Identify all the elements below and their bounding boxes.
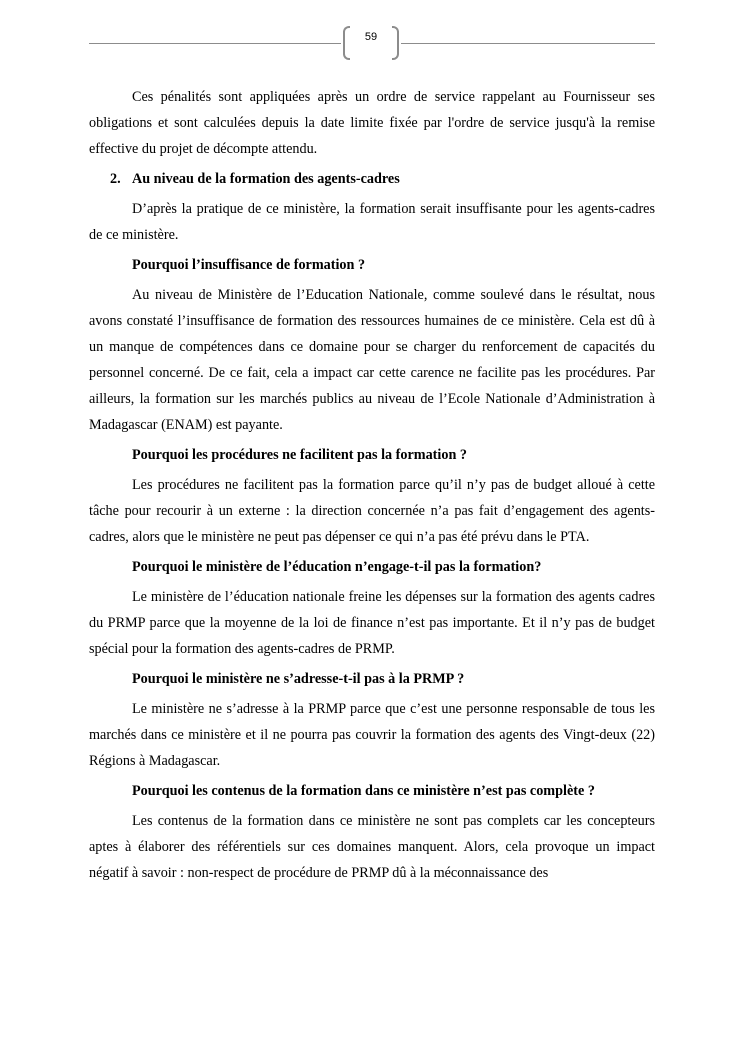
- section-title: Au niveau de la formation des agents-cadres: [132, 171, 400, 187]
- section-heading: [110, 162, 655, 196]
- page-number-bracket-left: [343, 26, 350, 60]
- paragraph-penalties: Ces pénalités sont appliquées après un ordre de service rappelant au Fournisseur ses obligations et sont calculées depuis la date limite fixée par l'ordre de service jusqu'à la remise effective du projet de décompte attendu.: [89, 89, 655, 157]
- page-number: 59: [364, 31, 378, 43]
- paragraph-training-insufficient: D’après la pratique de ce ministère, la formation serait insuffisante pour les agents-cadres de ce ministère.: [89, 201, 655, 243]
- question-heading: Pourquoi les procédures ne facilitent pas la formation ?: [132, 447, 467, 463]
- section-number: 2.: [110, 171, 121, 187]
- question-heading: Pourquoi l’insuffisance de formation ?: [132, 257, 366, 273]
- header-rule-left: [89, 43, 341, 44]
- paragraph-answer: Le ministère ne s’adresse à la PRMP parce que c’est une personne responsable de tous les marchés dans ce ministère et il ne pourra pas couvrir la formation des agents des Vingt-deux (22) Régions à Madagascar.: [89, 701, 655, 769]
- paragraph-answer: Les procédures ne facilitent pas la formation parce qu’il n’y pas de budget alloué à cette tâche pour recourir à un externe : la direction concernée n’a pas fait d’engagement des agents-cadres, alors que le ministère ne peut pas dépenser ce qui n’a pas été prévu dans le PTA.: [89, 477, 655, 545]
- paragraph-answer: Au niveau de Ministère de l’Education Nationale, comme soulevé dans le résultat, nous avons constaté l’insuffisance de formation des ressources humaines de ce ministère. Cela est dû à un manque de compétences dans ce domaine pour se charger du renforcement de capacités du personnel concerné. De ce fait, cela a impact car cette carence ne facilite pas les procédures. Par ailleurs, la formation sur les marchés publics au niveau de l’Ecole Nationale d’Administration à Madagascar (ENAM) est payante.: [89, 287, 655, 433]
- header-rule-right: [401, 43, 655, 44]
- page-header: [89, 24, 655, 64]
- page-number-bracket-right: [392, 26, 399, 60]
- question-heading: Pourquoi le ministère de l’éducation n’engage-t-il pas la formation?: [132, 559, 542, 575]
- paragraph-answer: Le ministère de l’éducation nationale freine les dépenses sur la formation des agents cadres du PRMP parce que la moyenne de la loi de finance n’est pas importante. Et il n’y pas de budget spécial pour la formation des agents-cadres de PRMP.: [89, 589, 655, 657]
- question-heading: Pourquoi le ministère ne s’adresse-t-il pas à la PRMP ?: [132, 671, 465, 687]
- document-body: [89, 84, 655, 886]
- paragraph-answer: Les contenus de la formation dans ce ministère ne sont pas complets car les concepteurs aptes à élaborer des référentiels sur ces domaines manquent. Alors, cela provoque un impact négatif à savoir : non-respect de procédure de PRMP dû à la méconnaissance des: [89, 813, 655, 881]
- question-heading: Pourquoi les contenus de la formation dans ce ministère n’est pas complète ?: [132, 783, 595, 799]
